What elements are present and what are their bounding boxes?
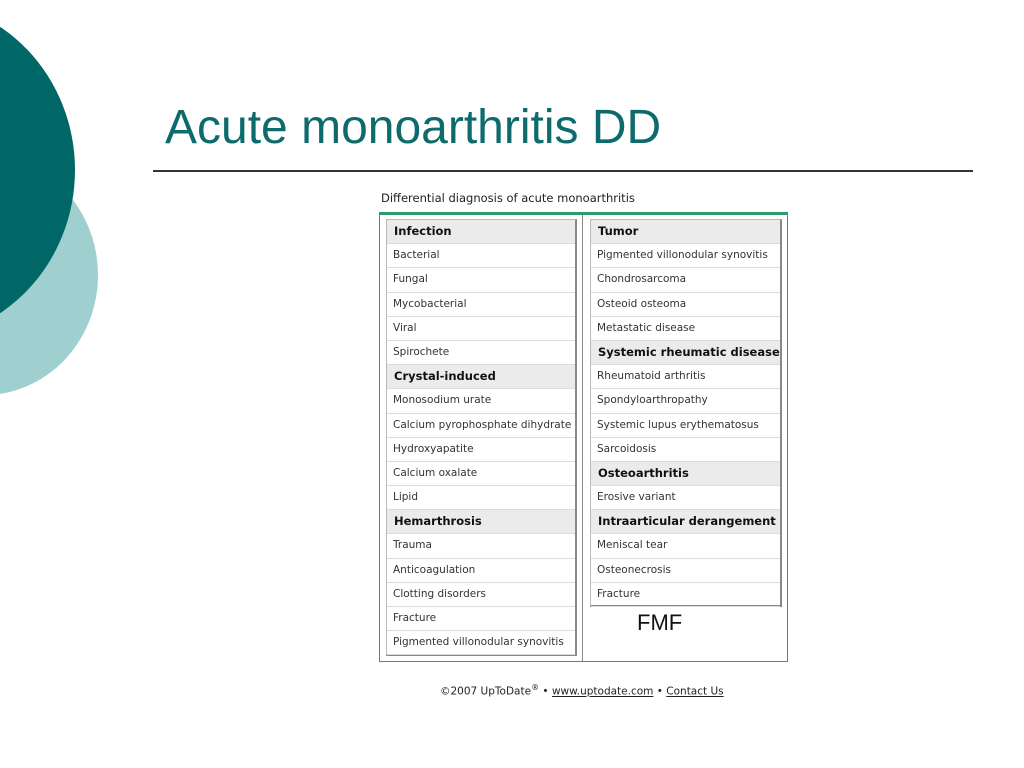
copyright-text: ©2007 UpToDate — [440, 685, 532, 698]
table-row: Pigmented villonodular synovitis — [591, 244, 780, 268]
fmf-annotation: FMF — [637, 610, 683, 635]
figure-caption: Differential diagnosis of acute monoarthritis — [381, 191, 635, 205]
table-section-header: Systemic rheumatic disease — [591, 341, 780, 365]
right-column — [590, 219, 782, 607]
contact-us-link[interactable]: Contact Us — [666, 685, 724, 698]
table-row: Viral — [387, 317, 575, 341]
table-row: Chondrosarcoma — [591, 268, 780, 292]
table-section-header: Intraarticular derangement — [591, 510, 780, 534]
website-link[interactable]: www.uptodate.com — [551, 685, 654, 698]
table-row: Meniscal tear — [591, 534, 780, 558]
table-row: Osteonecrosis — [591, 559, 780, 583]
table-row: Lipid — [387, 486, 575, 510]
table-section-header: Hemarthrosis — [387, 510, 575, 534]
table-row: Erosive variant — [591, 486, 780, 510]
table-row: Systemic lupus erythematosus — [591, 414, 780, 438]
table-row: Osteoid osteoma — [591, 293, 780, 317]
table-row: Pigmented villonodular synovitis — [387, 631, 575, 655]
table-section-header: Infection — [387, 220, 575, 244]
table-row: Fungal — [387, 268, 575, 292]
table-section-header: Crystal-induced — [387, 365, 575, 389]
table-row: Clotting disorders — [387, 583, 575, 607]
table-row: Fracture — [591, 583, 780, 607]
table-row: Rheumatoid arthritis — [591, 365, 780, 389]
table-row: Calcium oxalate — [387, 462, 575, 486]
table-section-header: Osteoarthritis — [591, 462, 780, 486]
table-row: Sarcoidosis — [591, 438, 780, 462]
table-section-header: Tumor — [591, 220, 780, 244]
column-divider — [582, 215, 583, 661]
table-row: Calcium pyrophosphate dihydrate — [387, 414, 575, 438]
slide-title: Acute monoarthritis DD — [165, 101, 662, 154]
table-row: Trauma — [387, 534, 575, 558]
table-row: Bacterial — [387, 244, 575, 268]
registered-mark: ® — [531, 683, 540, 692]
table-row: Hydroxyapatite — [387, 438, 575, 462]
left-column — [386, 219, 577, 656]
table-row: Mycobacterial — [387, 293, 575, 317]
footer — [440, 683, 724, 698]
table-row: Anticoagulation — [387, 559, 575, 583]
title-divider — [153, 170, 973, 172]
footer-bullet: • — [542, 685, 549, 698]
table-row: Spirochete — [387, 341, 575, 365]
table-row: Spondyloarthropathy — [591, 389, 780, 413]
table-row: Metastatic disease — [591, 317, 780, 341]
table-row: Fracture — [387, 607, 575, 631]
table-row: Monosodium urate — [387, 389, 575, 413]
footer-bullet: • — [656, 685, 663, 698]
